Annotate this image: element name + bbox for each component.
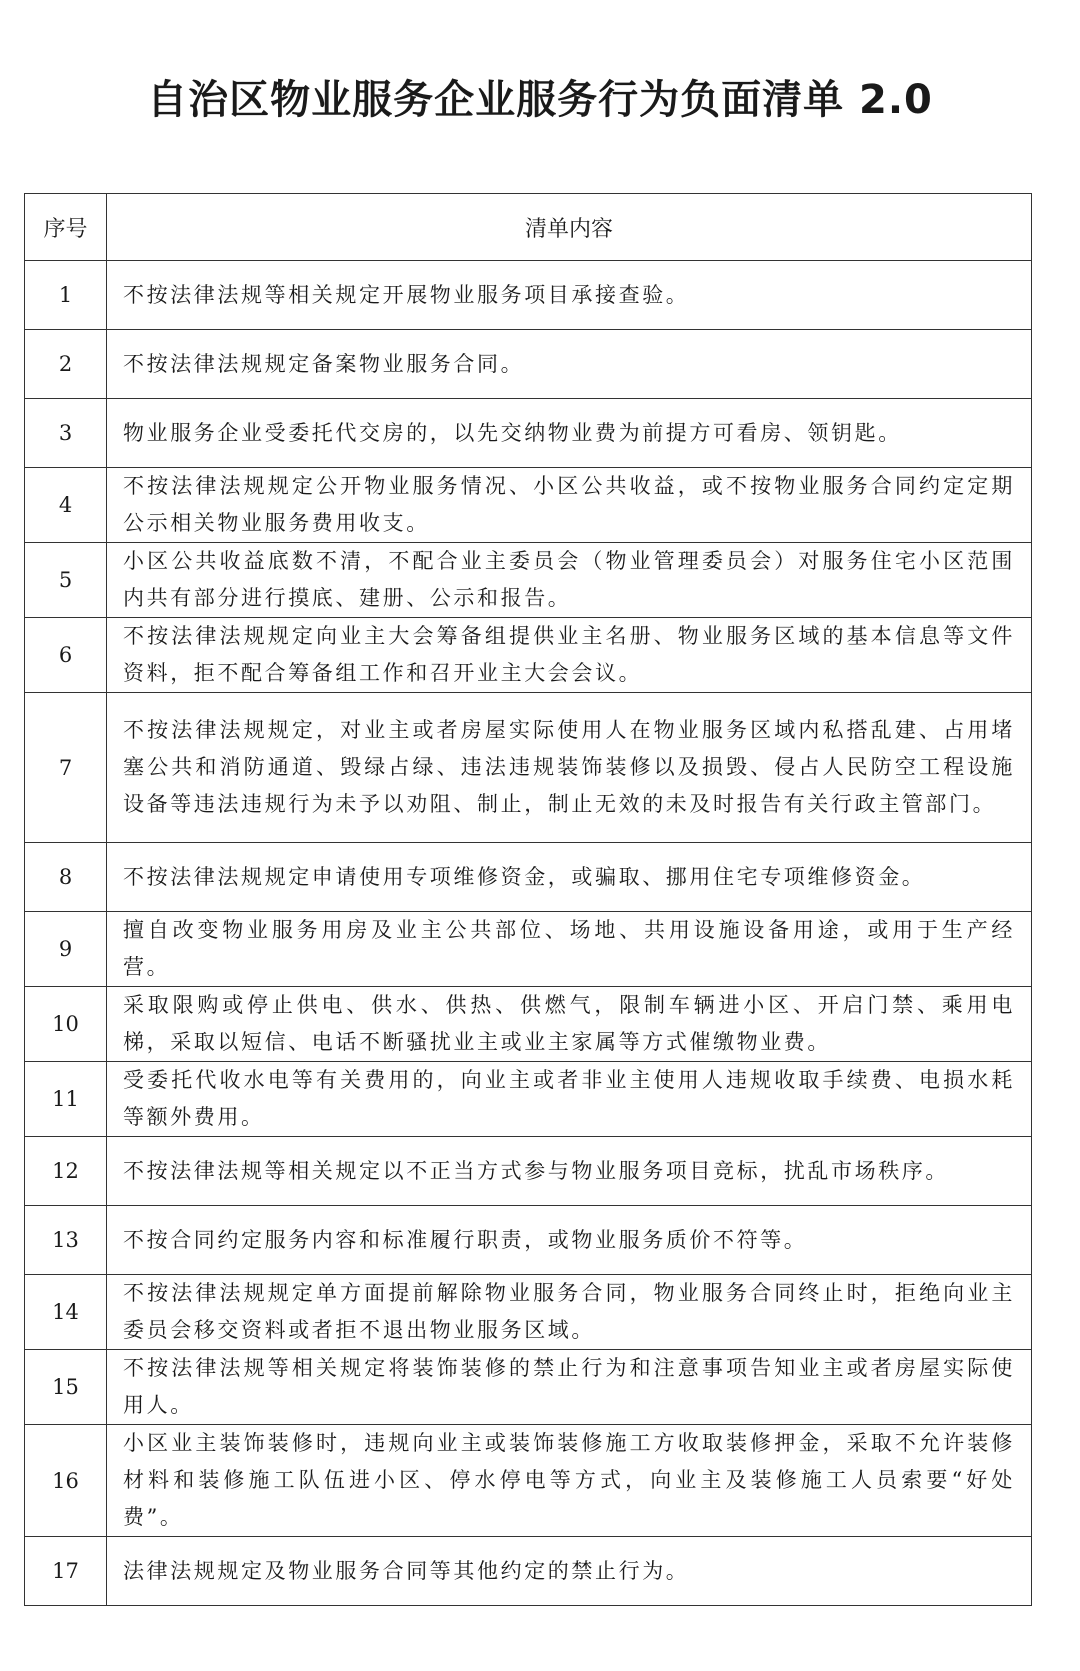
row-number: 5: [25, 543, 107, 618]
table-row: [25, 1137, 1032, 1206]
table-row: [25, 618, 1032, 693]
table-row: [25, 843, 1032, 912]
row-content: 不按法律法规规定，对业主或者房屋实际使用人在物业服务区域内私搭乱建、占用堵塞公共和消防通道、毁绿占绿、违法违规装饰装修以及损毁、侵占人民防空工程设施设备等违法违规行为未予以劝阻、制止，制止无效的未及时报告有关行政主管部门。: [107, 693, 1032, 843]
row-number: 7: [25, 693, 107, 843]
row-number: 17: [25, 1537, 107, 1606]
header-number: 序号: [25, 194, 107, 261]
header-content: 清单内容: [107, 194, 1032, 261]
row-content: 不按法律法规规定向业主大会筹备组提供业主名册、物业服务区域的基本信息等文件资料，拒不配合筹备组工作和召开业主大会会议。: [107, 618, 1032, 693]
row-number: 3: [25, 399, 107, 468]
row-content: 不按法律法规规定申请使用专项维修资金，或骗取、挪用住宅专项维修资金。: [107, 843, 1032, 912]
row-number: 13: [25, 1206, 107, 1275]
row-number: 8: [25, 843, 107, 912]
row-content: 不按法律法规规定备案物业服务合同。: [107, 330, 1032, 399]
table-row: [25, 261, 1032, 330]
row-number: 1: [25, 261, 107, 330]
table-header-row: [25, 194, 1032, 261]
negative-list-table: [24, 193, 1032, 1606]
table-row: [25, 1537, 1032, 1606]
row-content: 法律法规规定及物业服务合同等其他约定的禁止行为。: [107, 1537, 1032, 1606]
row-number: 11: [25, 1062, 107, 1137]
row-number: 2: [25, 330, 107, 399]
row-content: 不按法律法规等相关规定以不正当方式参与物业服务项目竞标，扰乱市场秩序。: [107, 1137, 1032, 1206]
row-content: 不按法律法规规定公开物业服务情况、小区公共收益，或不按物业服务合同约定定期公示相关物业服务费用收支。: [107, 468, 1032, 543]
table-row: [25, 1206, 1032, 1275]
table-row: [25, 468, 1032, 543]
row-content: 不按法律法规等相关规定开展物业服务项目承接查验。: [107, 261, 1032, 330]
row-content: 受委托代收水电等有关费用的，向业主或者非业主使用人违规收取手续费、电损水耗等额外费用。: [107, 1062, 1032, 1137]
table-row: [25, 330, 1032, 399]
table-row: [25, 987, 1032, 1062]
table-row: [25, 1275, 1032, 1350]
table-row: [25, 912, 1032, 987]
row-content: 不按合同约定服务内容和标准履行职责，或物业服务质价不符等。: [107, 1206, 1032, 1275]
row-number: 12: [25, 1137, 107, 1206]
table-row: [25, 1350, 1032, 1425]
row-content: 不按法律法规规定单方面提前解除物业服务合同，物业服务合同终止时，拒绝向业主委员会移交资料或者拒不退出物业服务区域。: [107, 1275, 1032, 1350]
table-row: [25, 1062, 1032, 1137]
row-number: 4: [25, 468, 107, 543]
row-number: 10: [25, 987, 107, 1062]
row-number: 16: [25, 1425, 107, 1537]
table-row: [25, 543, 1032, 618]
row-number: 14: [25, 1275, 107, 1350]
table-row: [25, 693, 1032, 843]
row-content: 采取限购或停止供电、供水、供热、供燃气，限制车辆进小区、开启门禁、乘用电梯，采取以短信、电话不断骚扰业主或业主家属等方式催缴物业费。: [107, 987, 1032, 1062]
row-content: 擅自改变物业服务用房及业主公共部位、场地、共用设施设备用途，或用于生产经营。: [107, 912, 1032, 987]
row-content: 小区公共收益底数不清，不配合业主委员会（物业管理委员会）对服务住宅小区范围内共有部分进行摸底、建册、公示和报告。: [107, 543, 1032, 618]
row-content: 小区业主装饰装修时，违规向业主或装饰装修施工方收取装修押金，采取不允许装修材料和装修施工队伍进小区、停水停电等方式，向业主及装修施工人员索要“好处费”。: [107, 1425, 1032, 1537]
row-number: 9: [25, 912, 107, 987]
table-row: [25, 399, 1032, 468]
row-content: 物业服务企业受委托代交房的，以先交纳物业费为前提方可看房、领钥匙。: [107, 399, 1032, 468]
table-row: [25, 1425, 1032, 1537]
document-title: 自治区物业服务企业服务行为负面清单 2.0: [147, 77, 933, 123]
row-content: 不按法律法规等相关规定将装饰装修的禁止行为和注意事项告知业主或者房屋实际使用人。: [107, 1350, 1032, 1425]
row-number: 6: [25, 618, 107, 693]
row-number: 15: [25, 1350, 107, 1425]
